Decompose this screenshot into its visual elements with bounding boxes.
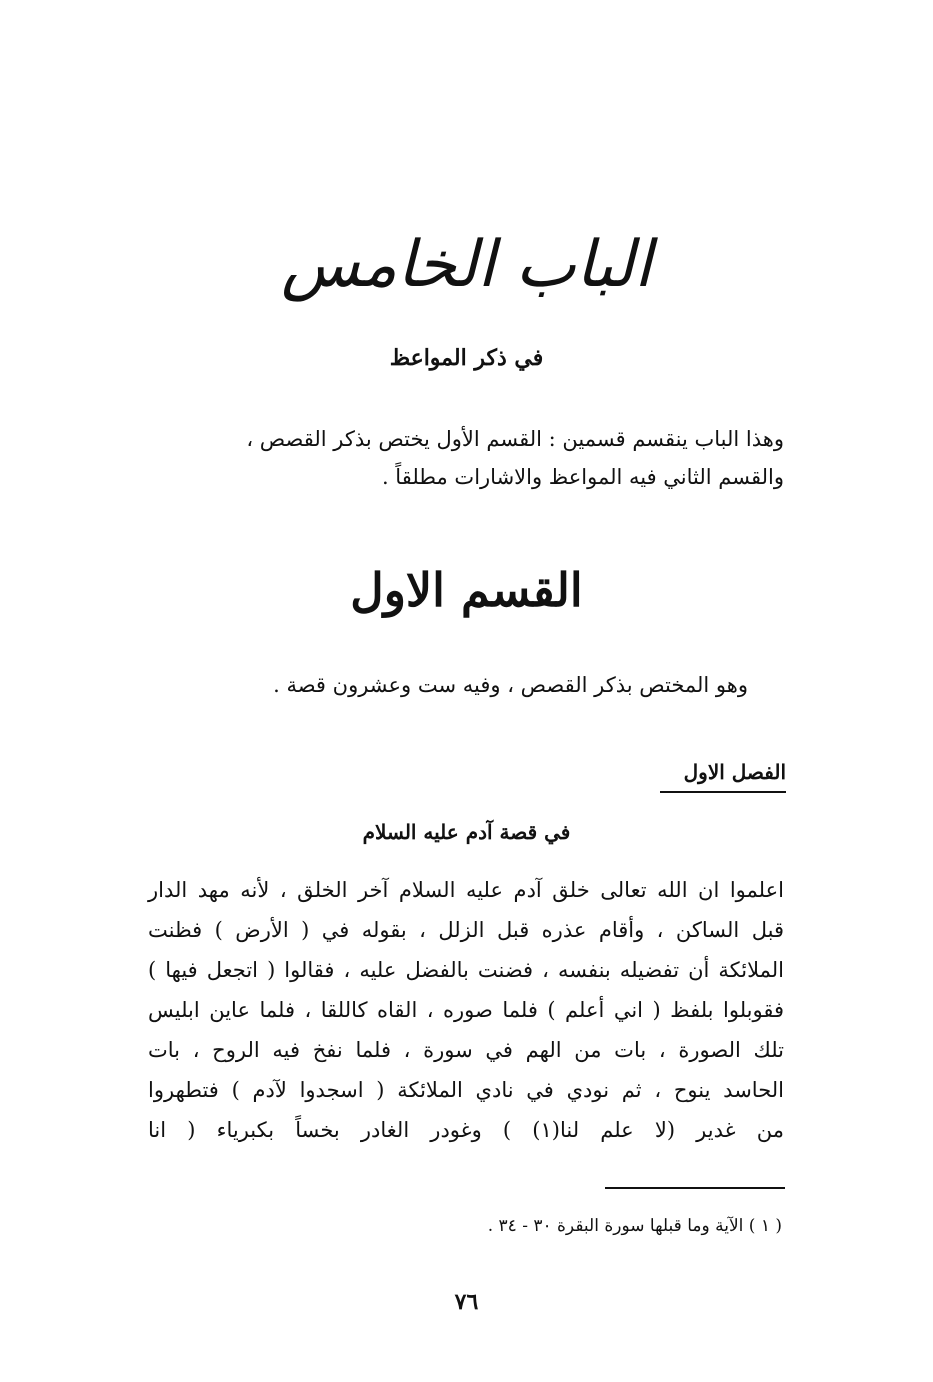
section-description: وهو المختص بذكر القصص ، وفيه ست وعشرون قصة .: [273, 673, 748, 697]
intro-paragraph: [148, 420, 784, 496]
chapter-heading: الفصل الاول: [660, 755, 786, 793]
chapter-subtitle: في ذكر المواعظ: [389, 345, 544, 371]
story-title: في قصة آدم عليه السلام: [362, 820, 571, 844]
intro-line: والقسم الثاني فيه المواعظ والاشارات مطلقاً .: [381, 465, 784, 489]
intro-line: وهذا الباب ينقسم قسمين : القسم الأول يختص بذكر القصص ،: [246, 427, 784, 451]
body-line: الحاسد ينوح ، ثم نودي في نادي الملائكة ( اسجدوا لآدم ) فتطهروا: [148, 1078, 784, 1102]
body-line: تلك الصورة ، بات من الهم في سورة ، فلما نفخ فيه الروح ، بات: [148, 1038, 784, 1062]
footnote-divider: [605, 1187, 785, 1189]
story-body: [148, 870, 784, 1150]
body-line: قبل الساكن ، وأقام عذره قبل الزلل ، بقوله في ( الأرض ) فظنت: [148, 918, 784, 942]
body-line: الملائكة أن تفضيله بنفسه ، فضنت بالفضل عليه ، فقالوا ( اتجعل فيها ): [148, 958, 784, 982]
chapter-title: الباب الخامس: [281, 228, 652, 302]
body-line: اعلموا ان الله تعالى خلق آدم عليه السلام آخر الخلق ، لأنه مهد الدار: [148, 878, 784, 902]
footnote: ( ١ ) الآية وما قبلها سورة البقرة ٣٠ - ٣٤ .: [487, 1216, 782, 1236]
page-number: ٧٦: [454, 1289, 479, 1315]
body-line: فقوبلوا بلفظ ( اني أعلم ) فلما صوره ، القاه كاللقا ، فلما عاين ابليس: [148, 998, 784, 1022]
body-line: من غدير (لا علم لنا(١) ) وغودر الغادر بخساً بكبرياء ( انا: [148, 1118, 785, 1142]
section-title: القسم الاول: [350, 563, 583, 617]
